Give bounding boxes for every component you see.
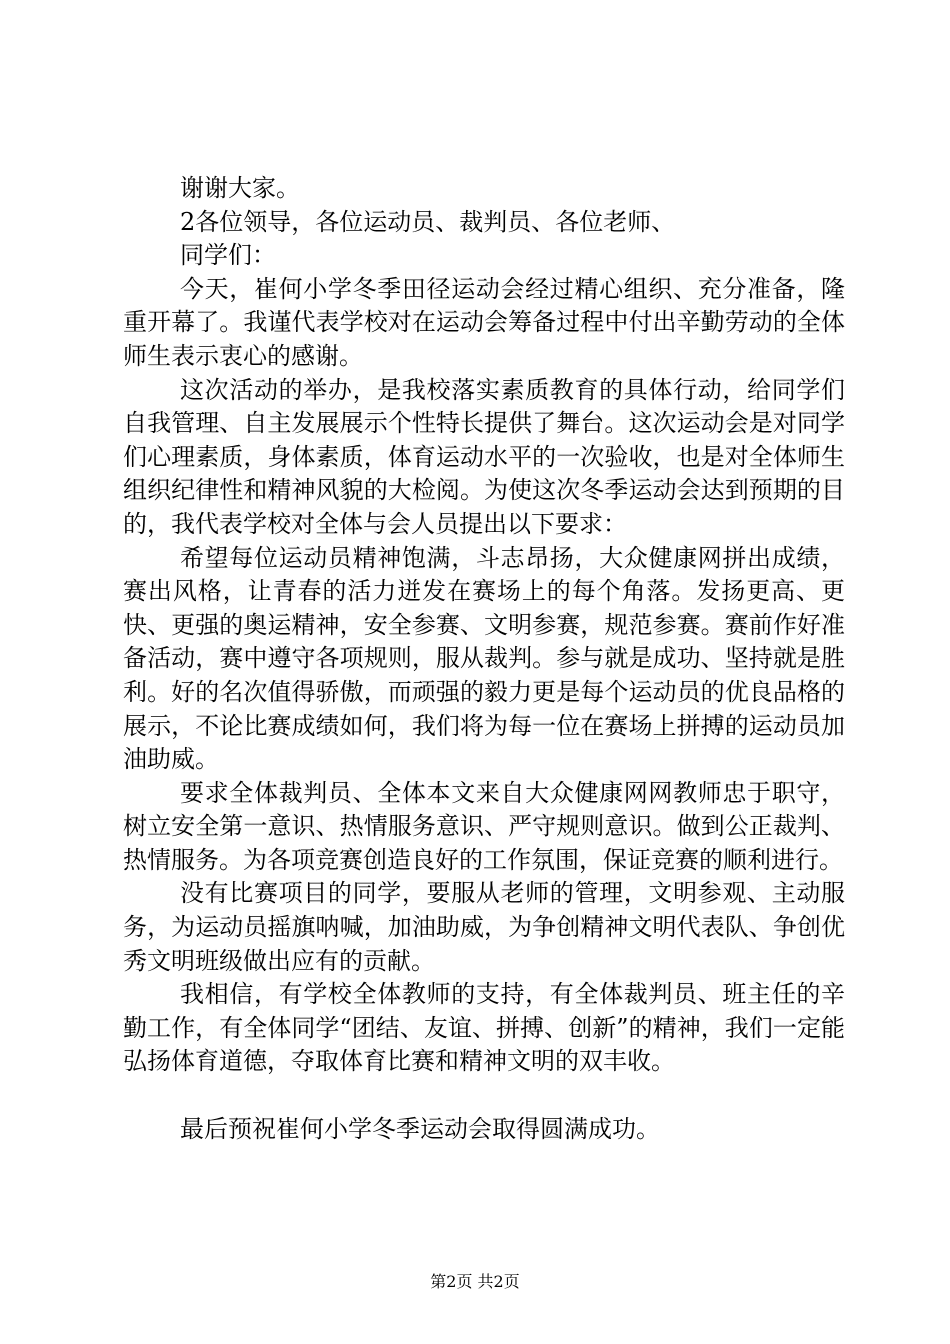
paragraph-spectators: 没有比赛项目的同学，要服从老师的管理，文明参观、主动服务，为运动员摇旗呐喊，加油助威，为争创精神文明代表队、争创优秀文明班级做出应有的贡献。	[123, 879, 845, 975]
page-number-footer: 第2页 共2页	[430, 1272, 520, 1291]
paragraph-purpose: 这次活动的举办，是我校落实素质教育的具体行动，给同学们自我管理、自主发展展示个性特长提供了舞台。这次运动会是对同学们心理素质，身体素质，体育运动水平的一次验收，也是对全体师生组织纪律性和精神风貌的大检阅。为使这次冬季运动会达到预期的目的，我代表学校对全体与会人员提出以下要求：	[123, 375, 845, 538]
document-body	[123, 172, 845, 1146]
paragraph-athletes: 希望每位运动员精神饱满，斗志昂扬，大众健康网拼出成绩，赛出风格，让青春的活力迸发在赛场上的每个角落。发扬更高、更快、更强的奥运精神，安全参赛、文明参赛，规范参赛。赛前作好准备活动，赛中遵守各项规则，服从裁判。参与就是成功、坚持就是胜利。好的名次值得骄傲，而顽强的毅力更是每个运动员的优良品格的展示，不论比赛成绩如何，我们将为每一位在赛场上拼搏的运动员加油助威。	[123, 543, 845, 774]
paragraph-students: 同学们：	[180, 241, 276, 270]
paragraph-referees: 要求全体裁判员、全体本文来自大众健康网网教师忠于职守，树立安全第一意识、热情服务意识、严守规则意识。做到公正裁判、热情服务。为各项竞赛创造良好的工作氛围，保证竞赛的顺利进行。	[123, 778, 845, 874]
paragraph-confidence: 我相信，有学校全体教师的支持，有全体裁判员、班主任的辛勤工作，有全体同学“团结、友谊、拼搏、创新”的精神，我们一定能弘扬体育道德，夺取体育比赛和精神文明的双丰收。	[123, 980, 845, 1076]
paragraph-salutation: 2各位领导，各位运动员、裁判员、各位老师、	[180, 207, 676, 236]
paragraph-opening: 今天，崔何小学冬季田径运动会经过精心组织、充分准备，隆重开幕了。我谨代表学校对在运动会筹备过程中付出辛勤劳动的全体师生表示衷心的感谢。	[123, 274, 845, 370]
paragraph-closing: 最后预祝崔何小学冬季运动会取得圆满成功。	[180, 1114, 660, 1143]
paragraph-thanks: 谢谢大家。	[180, 174, 300, 202]
